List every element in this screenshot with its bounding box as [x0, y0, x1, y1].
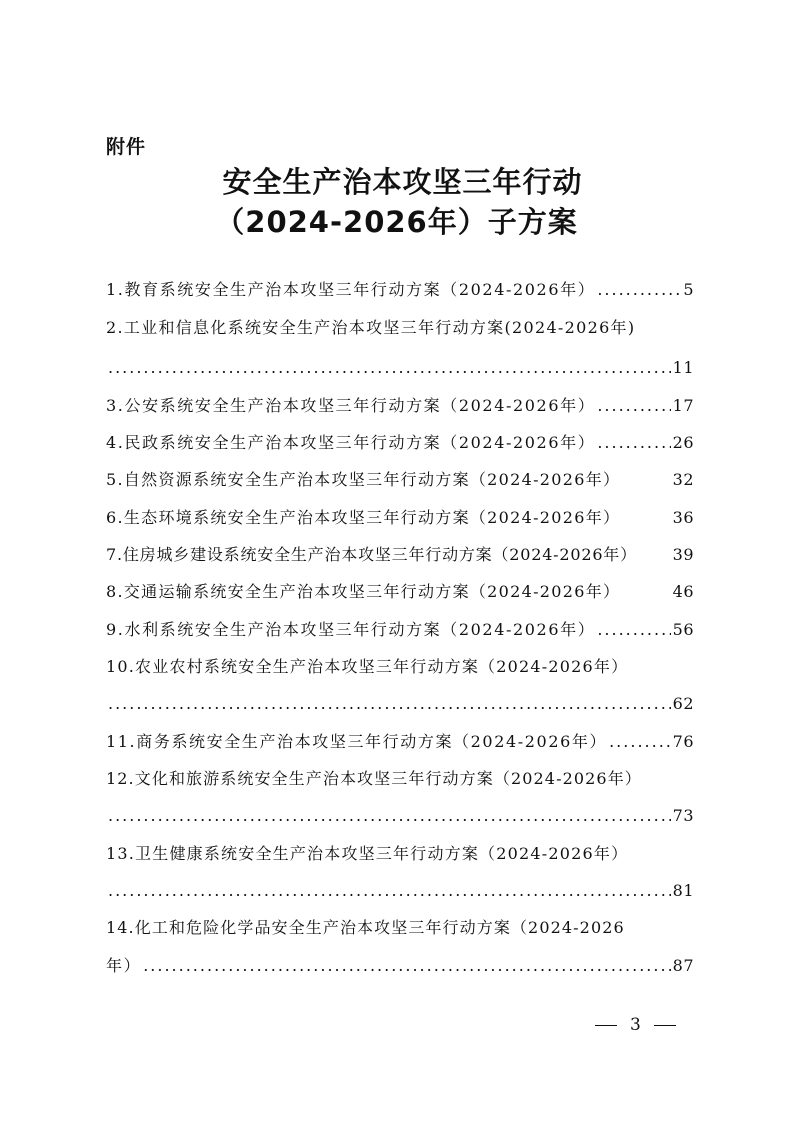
toc-entry-7[interactable] [106, 541, 694, 569]
toc-entry-title: 4.民政系统安全生产治本攻坚三年行动方案（2024-2026年） [106, 433, 596, 452]
footer-dash-left [595, 1025, 617, 1026]
toc-page-number: 32 [672, 470, 694, 489]
toc-entry-11[interactable] [106, 728, 694, 756]
toc-page-number: 76 [672, 732, 694, 751]
toc-entry-4[interactable] [106, 429, 694, 457]
document-title-line2: （2024-2026年）子方案 [215, 205, 578, 239]
toc-page-number: 36 [672, 508, 694, 527]
toc-page-number: 39 [672, 545, 694, 564]
toc-page-number: 62 [672, 694, 694, 713]
toc-entry-12-cont[interactable] [106, 802, 694, 830]
toc-page-number: 56 [672, 620, 694, 639]
toc-entry-12[interactable] [106, 765, 694, 793]
toc-entry-6[interactable] [106, 504, 694, 532]
toc-entry-10[interactable] [106, 653, 694, 681]
toc-entry-13[interactable] [106, 840, 694, 868]
toc-leader-dots [609, 728, 671, 756]
toc-leader-dots [108, 690, 671, 718]
toc-entry-14-cont[interactable] [106, 952, 694, 980]
toc-page-number: 87 [672, 956, 694, 975]
toc-page-number: 17 [672, 396, 694, 415]
toc-entry-5[interactable] [106, 466, 694, 494]
toc-leader-dots [143, 952, 670, 980]
document-title-line1: 安全生产治本攻坚三年行动 [222, 165, 583, 199]
toc-page-number: 5 [683, 280, 694, 299]
toc-entry-title: 12.文化和旅游系统安全生产治本攻坚三年行动方案（2024-2026年） [106, 769, 642, 788]
toc-leader-dots [597, 429, 670, 457]
toc-entry-title: 3.公安系统安全生产治本攻坚三年行动方案（2024-2026年） [106, 396, 596, 415]
toc-page-number: 73 [672, 806, 694, 825]
toc-page-number: 81 [672, 881, 694, 900]
toc-entry-title: 13.卫生健康系统安全生产治本攻坚三年行动方案（2024-2026年） [106, 844, 629, 863]
toc-entry-title: 8.交通运输系统安全生产治本攻坚三年行动方案（2024-2026年） [106, 582, 621, 601]
toc-entry-10-cont[interactable] [106, 690, 694, 718]
toc-entry-2-cont[interactable] [106, 354, 694, 382]
toc-leader-dots [597, 276, 681, 304]
toc-leader-dots [597, 392, 670, 420]
toc-leader-dots [597, 616, 670, 644]
toc-leader-dots [108, 877, 671, 905]
toc-entry-title: 11.商务系统安全生产治本攻坚三年行动方案（2024-2026年） [106, 732, 608, 751]
toc-entry-title: 9.水利系统安全生产治本攻坚三年行动方案（2024-2026年） [106, 620, 596, 639]
toc-leader-dots [108, 802, 671, 830]
toc-entry-2[interactable] [106, 314, 694, 342]
toc-entry-title: 2.工业和信息化系统安全生产治本攻坚三年行动方案(2024-2026年) [106, 318, 636, 337]
annex-label: 附件 [106, 136, 147, 158]
toc-entry-8[interactable] [106, 578, 694, 606]
toc-page-number: 11 [672, 358, 694, 377]
toc-entry-title: 14.化工和危险化学品安全生产治本攻坚三年行动方案（2024-2026 [106, 918, 625, 937]
toc-leader-dots [108, 354, 671, 382]
footer-page-number: 3 [630, 1015, 641, 1035]
page-footer [595, 1015, 676, 1035]
toc-entry-title: 5.自然资源系统安全生产治本攻坚三年行动方案（2024-2026年） [106, 470, 621, 489]
toc-page-number: 26 [672, 433, 694, 452]
footer-dash-right [654, 1025, 676, 1026]
toc-entry-title: 6.生态环境系统安全生产治本攻坚三年行动方案（2024-2026年） [106, 508, 621, 527]
toc-entry-title-cont: 年） [106, 956, 142, 975]
toc-entry-3[interactable] [106, 392, 694, 420]
toc-entry-title: 10.农业农村系统安全生产治本攻坚三年行动方案（2024-2026年） [106, 657, 629, 676]
toc-page-number: 46 [672, 582, 694, 601]
toc-entry-14[interactable] [106, 914, 694, 942]
toc-entry-title: 1.教育系统安全生产治本攻坚三年行动方案（2024-2026年） [106, 280, 596, 299]
toc-entry-1[interactable] [106, 276, 694, 304]
toc-entry-13-cont[interactable] [106, 877, 694, 905]
toc-entry-9[interactable] [106, 616, 694, 644]
toc-entry-title: 7.住房城乡建设系统安全生产治本攻坚三年行动方案（2024-2026年） [106, 545, 637, 564]
